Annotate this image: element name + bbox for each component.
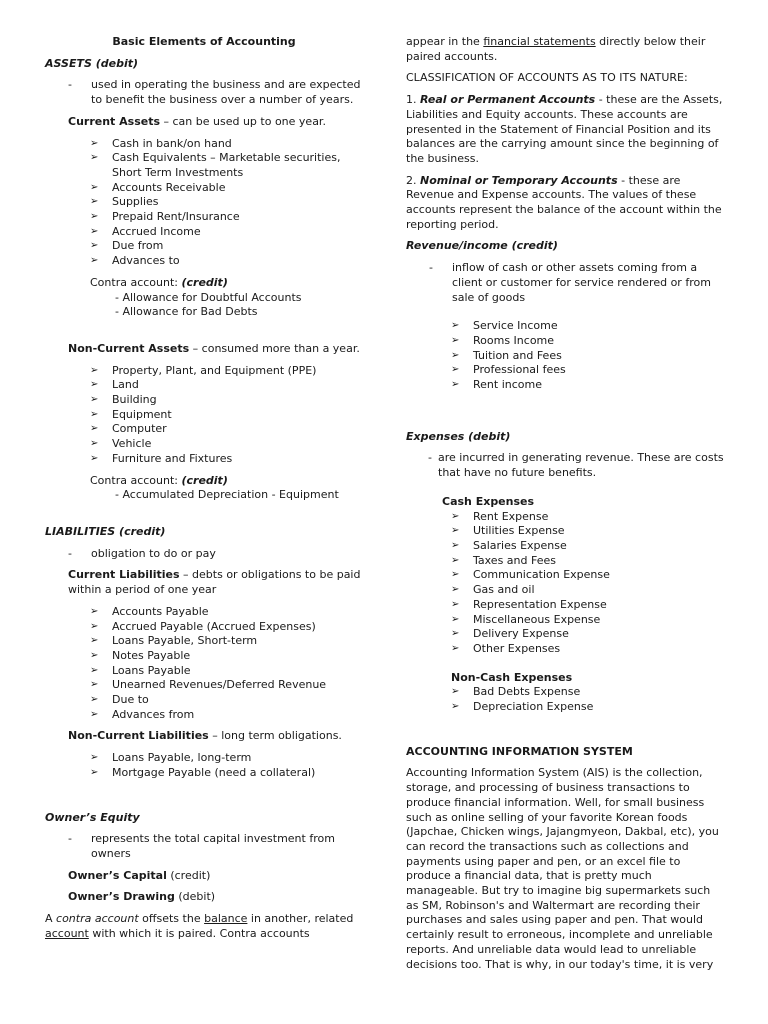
owners-drawing-label: Owner’s Drawing (68, 890, 175, 904)
nominal-accounts-paragraph (406, 174, 726, 233)
text-run: appear in the (406, 35, 484, 48)
contra-label: Contra account: (90, 275, 182, 289)
list-item: ➢ Accrued Income (90, 225, 363, 240)
dash-marker: - (428, 451, 432, 465)
list-item: ➢ Bad Debts Expense (451, 685, 726, 700)
assets-definition: - used in operating the business and are expected to benefit the business over a number of years. (45, 78, 363, 107)
list-item: ➢ Cash in bank/on hand (90, 137, 363, 152)
list-item: ➢ Notes Payable (90, 649, 363, 664)
list-item: ➢ Unearned Revenues/Deferred Revenue (90, 678, 363, 693)
text-run: A (45, 912, 57, 926)
owners-capital-line (45, 869, 363, 884)
contra-item: - Accumulated Depreciation - Equipment (115, 488, 339, 502)
list-item: ➢ Loans Payable (90, 664, 363, 679)
equity-heading: Owner’s Equity (45, 810, 140, 824)
real-accounts-desc: - these are the Assets, Liabilities and Equity accounts. These accounts are presented in the Statement of Financial Position and its balances are the carrying amount since the beginning of the business. (406, 93, 723, 165)
financial-statements-link[interactable]: financial statements (483, 35, 596, 48)
list-item: ➢ Due from (90, 239, 363, 254)
noncurrent-liabilities-desc: – long term obligations. (208, 729, 342, 743)
account-link[interactable]: account (45, 926, 89, 940)
current-assets-line (45, 115, 363, 130)
expenses-definition (406, 451, 726, 480)
list-item: ➢ Rent income (451, 378, 726, 393)
contra-account-line (45, 276, 363, 291)
list-item: ➢ Service Income (451, 319, 726, 334)
current-assets-desc: – can be used up to one year. (160, 114, 326, 128)
expenses-definition-text: are incurred in generating revenue. These are costs that have no future benefits. (438, 451, 724, 480)
owners-capital-desc: (credit) (166, 868, 211, 882)
text-run: in another, related (247, 912, 354, 926)
list-item: ➢ Other Expenses (451, 642, 726, 657)
contra-label: Contra account: (90, 473, 182, 487)
list-item: ➢ Taxes and Fees (451, 554, 726, 569)
current-liabilities-line (45, 568, 363, 597)
list-item: ➢ Salaries Expense (451, 539, 726, 554)
list-item: ➢ Rent Expense (451, 510, 726, 525)
contra-account-line (45, 474, 363, 489)
list-item: ➢ Due to (90, 693, 363, 708)
revenue-heading: Revenue/income (credit) (406, 239, 558, 253)
owners-drawing-line (45, 890, 363, 905)
contra-item: - Allowance for Bad Debts (115, 305, 258, 319)
real-accounts-paragraph (406, 93, 726, 167)
list-item: ➢ Furniture and Fixtures (90, 452, 363, 467)
text-run: with which it is paired. Contra accounts (88, 926, 310, 940)
nominal-accounts-label: Nominal or Temporary Accounts (420, 173, 618, 187)
noncurrent-liabilities-list (90, 751, 363, 780)
list-item: ➢ Vehicle (90, 437, 363, 452)
right-column (406, 35, 726, 972)
list-item: ➢ Rooms Income (451, 334, 726, 349)
item-number: 1. (406, 93, 420, 107)
list-item: ➢ Mortgage Payable (need a collateral) (90, 766, 363, 781)
list-item: ➢ Equipment (90, 408, 363, 423)
revenue-definition: - inflow of cash or other assets coming from a client or customer for service rendered or from sale of goods (406, 261, 726, 305)
list-item: ➢ Representation Expense (451, 598, 726, 613)
current-liabilities-desc: – debts or obligations to be paid within a period of one year (68, 568, 361, 597)
current-liabilities-label: Current Liabilities (68, 568, 180, 582)
list-item: ➢ Loans Payable, long-term (90, 751, 363, 766)
noncurrent-liabilities-label: Non-Current Liabilities (68, 729, 209, 743)
list-item: ➢ Gas and oil (451, 583, 726, 598)
balance-link[interactable]: balance (204, 912, 248, 926)
noncash-expenses-heading: Non-Cash Expenses (451, 670, 573, 684)
list-item: ➢ Land (90, 378, 363, 393)
list-item: ➢ Building (90, 393, 363, 408)
real-accounts-label: Real or Permanent Accounts (420, 93, 596, 107)
list-item: ➢ Professional fees (451, 363, 726, 378)
list-item: ➢ Communication Expense (451, 568, 726, 583)
contra-item: - Allowance for Doubtful Accounts (115, 290, 302, 304)
list-item: ➢ Loans Payable, Short-term (90, 634, 363, 649)
revenue-list (451, 319, 726, 393)
noncurrent-liabilities-line (45, 729, 363, 744)
equity-definition: - represents the total capital investment from owners (45, 832, 363, 861)
contra-credit: (credit) (181, 473, 228, 487)
item-number: 2. (406, 173, 420, 187)
liabilities-definition: - obligation to do or pay (45, 547, 363, 562)
text-run: directly below their paired accounts. (406, 35, 706, 63)
list-item: ➢ Delivery Expense (451, 627, 726, 642)
ais-paragraph: Accounting Information System (AIS) is the collection, storage, and processing of business transactions to produce financial information. Well, for small business such as online selling of your favorite Korean foods (Japchae, Chicken wings, Jajangmyeon, Dakbal, etc), you can record the transactions such as collections and payments using paper and pen, or an excel file to produce a financial data, that is pretty much manageable. But try to imagine big supermarkets such as SM, Robinson's and Waltermart are recording their purchases and sales using paper and pen. That would certainly result to erroneous, incomplete and unreliable reports. And unreliable data would lead to unreliable decisions too. That is why, in our today's time, it is very (406, 766, 719, 971)
list-item: ➢ Supplies (90, 195, 363, 210)
list-item: ➢ Advances to (90, 254, 363, 269)
classification-heading: CLASSIFICATION OF ACCOUNTS AS TO ITS NATURE: (406, 71, 688, 85)
current-assets-list (90, 137, 363, 269)
left-column (45, 35, 363, 941)
current-liabilities-list (90, 605, 363, 723)
owners-drawing-desc: (debit) (174, 890, 216, 904)
cash-expenses-heading: Cash Expenses (442, 494, 535, 508)
list-item: ➢ Accrued Payable (Accrued Expenses) (90, 620, 363, 635)
list-item: ➢ Advances from (90, 708, 363, 723)
noncurrent-assets-desc: – consumed more than a year. (189, 341, 360, 355)
liabilities-heading: LIABILITIES (credit) (45, 524, 166, 538)
current-assets-label: Current Assets (68, 114, 161, 128)
text-run: offsets the (138, 912, 205, 926)
nominal-accounts-desc: - these are Revenue and Expense accounts. The values of these accounts represent the balance of the account within the reporting period. (406, 173, 722, 231)
list-item: ➢ Tuition and Fees (451, 349, 726, 364)
noncash-expenses-list (451, 685, 726, 714)
noncurrent-assets-line (45, 342, 363, 357)
page-title: Basic Elements of Accounting (112, 35, 296, 48)
contra-account-term: contra account (56, 912, 139, 926)
continued-paragraph (406, 35, 726, 64)
list-item: ➢ Accounts Payable (90, 605, 363, 620)
list-item: ➢ Depreciation Expense (451, 700, 726, 715)
ais-heading: ACCOUNTING INFORMATION SYSTEM (406, 744, 633, 758)
cash-expenses-list (451, 510, 726, 657)
noncurrent-assets-list (90, 364, 363, 467)
noncurrent-assets-label: Non-Current Assets (68, 341, 190, 355)
list-item: ➢ Computer (90, 422, 363, 437)
contra-account-paragraph (45, 912, 363, 941)
owners-capital-label: Owner’s Capital (68, 868, 167, 882)
list-item: ➢ Property, Plant, and Equipment (PPE) (90, 364, 363, 379)
list-item: ➢ Utilities Expense (451, 524, 726, 539)
list-item: ➢ Prepaid Rent/Insurance (90, 210, 363, 225)
list-item: ➢ Cash Equivalents – Marketable securities, Short Term Investments (90, 151, 363, 180)
contra-credit: (credit) (181, 275, 228, 289)
assets-heading: ASSETS (debit) (45, 56, 139, 70)
list-item: ➢ Accounts Receivable (90, 181, 363, 196)
list-item: ➢ Miscellaneous Expense (451, 613, 726, 628)
expenses-heading: Expenses (debit) (406, 429, 511, 443)
